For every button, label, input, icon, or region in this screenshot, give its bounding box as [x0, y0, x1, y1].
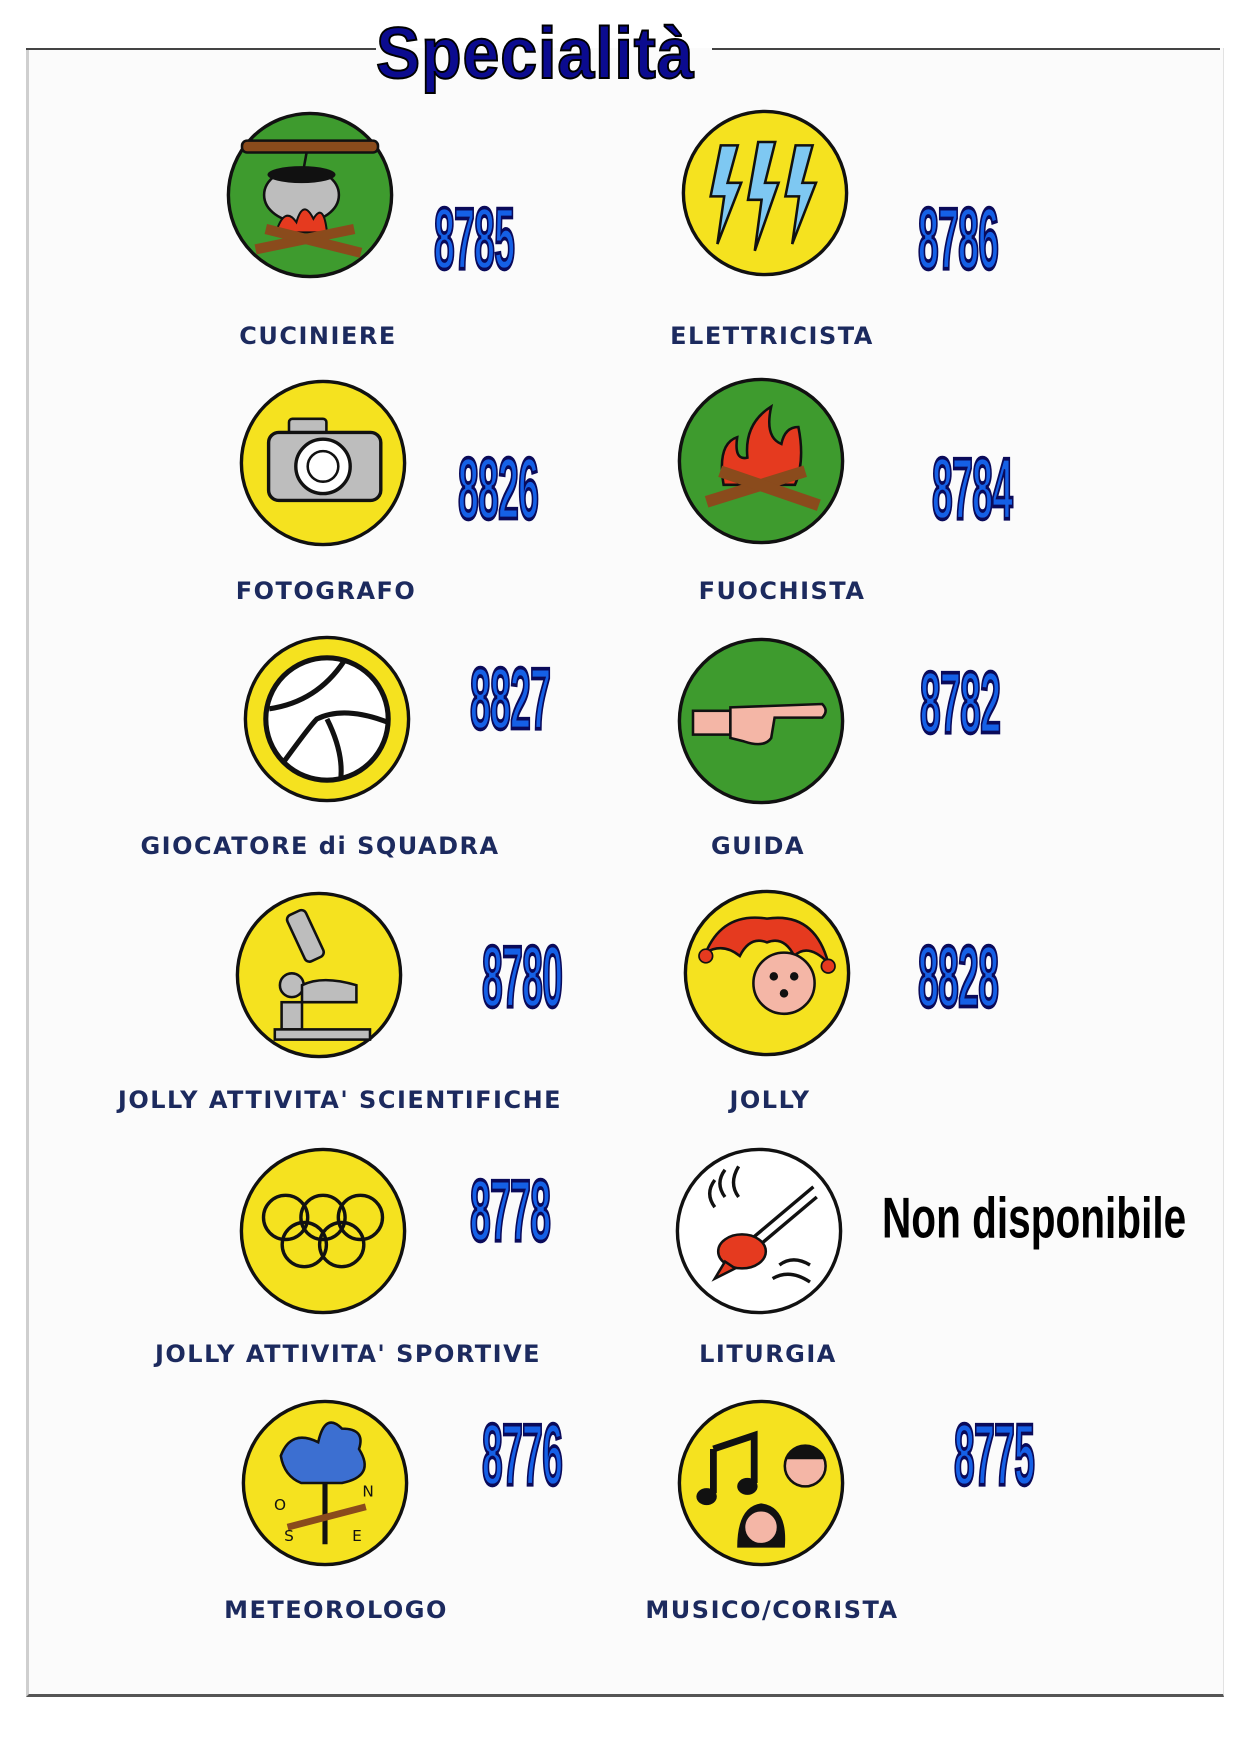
label-meteorologo: METEOROLOGO — [224, 1596, 448, 1624]
thurible-icon — [674, 1146, 844, 1316]
badge-guida — [676, 636, 846, 806]
label-liturgia: LITURGIA — [699, 1340, 837, 1368]
badge-musico-corista — [676, 1398, 846, 1568]
status-liturgia: Non disponibile — [882, 1186, 1187, 1251]
code-guida: 8782 — [920, 654, 1001, 752]
svg-text:E: E — [352, 1526, 362, 1545]
jester-icon — [682, 888, 852, 1058]
badge-giocatore — [242, 634, 412, 804]
badge-elettricista — [680, 108, 850, 278]
code-fuochista: 8784 — [932, 440, 1013, 538]
label-elettricista: ELETTRICISTA — [670, 322, 874, 350]
badge-jolly-sportive — [238, 1146, 408, 1316]
label-fuochista: FUOCHISTA — [698, 577, 866, 605]
code-meteorologo: 8776 — [482, 1406, 563, 1504]
label-guida: GUIDA — [710, 832, 806, 860]
badge-fuochista — [676, 376, 846, 546]
weathervane-icon — [240, 1398, 410, 1568]
code-cuciniere: 8785 — [434, 190, 515, 288]
pointing-hand-icon — [676, 636, 846, 806]
label-jolly-sportive: JOLLY ATTIVITA' SPORTIVE — [154, 1340, 542, 1368]
cooking-pot-icon — [225, 110, 395, 280]
campfire-icon — [676, 376, 846, 546]
page-title: Specialità — [376, 14, 695, 94]
camera-icon — [238, 378, 408, 548]
microscope-icon — [234, 890, 404, 1060]
badge-cuciniere — [225, 110, 395, 280]
svg-text:S: S — [284, 1526, 294, 1545]
code-jolly-scientifiche: 8780 — [482, 928, 563, 1026]
label-giocatore: GIOCATORE di SQUADRA — [140, 832, 500, 860]
code-fotografo: 8826 — [458, 440, 539, 538]
code-jolly-sportive: 8778 — [470, 1162, 551, 1260]
badge-fotografo — [238, 378, 408, 548]
badge-jolly-scientifiche — [234, 890, 404, 1060]
olympic-rings-icon — [238, 1146, 408, 1316]
header-rule-right — [712, 48, 1220, 50]
lightning-bolts-icon — [680, 108, 850, 278]
music-singers-icon — [676, 1398, 846, 1568]
page-sheet — [26, 48, 1224, 1697]
label-jolly: JOLLY — [729, 1086, 811, 1114]
badge-jolly — [682, 888, 852, 1058]
code-musico-corista: 8775 — [954, 1406, 1035, 1504]
svg-text:O: O — [274, 1496, 287, 1515]
label-jolly-scientifiche: JOLLY ATTIVITA' SCIENTIFICHE — [117, 1086, 563, 1114]
label-cuciniere: CUCINIERE — [239, 322, 397, 350]
label-musico-corista: MUSICO/CORISTA — [645, 1596, 899, 1624]
badge-meteorologo — [240, 1398, 410, 1568]
volleyball-icon — [242, 634, 412, 804]
badge-liturgia — [674, 1146, 844, 1316]
label-fotografo: FOTOGRAFO — [235, 577, 417, 605]
svg-text:N: N — [362, 1482, 374, 1501]
code-giocatore: 8827 — [470, 650, 551, 748]
code-elettricista: 8786 — [918, 190, 999, 288]
header-rule-left — [26, 48, 376, 50]
code-jolly: 8828 — [918, 928, 999, 1026]
